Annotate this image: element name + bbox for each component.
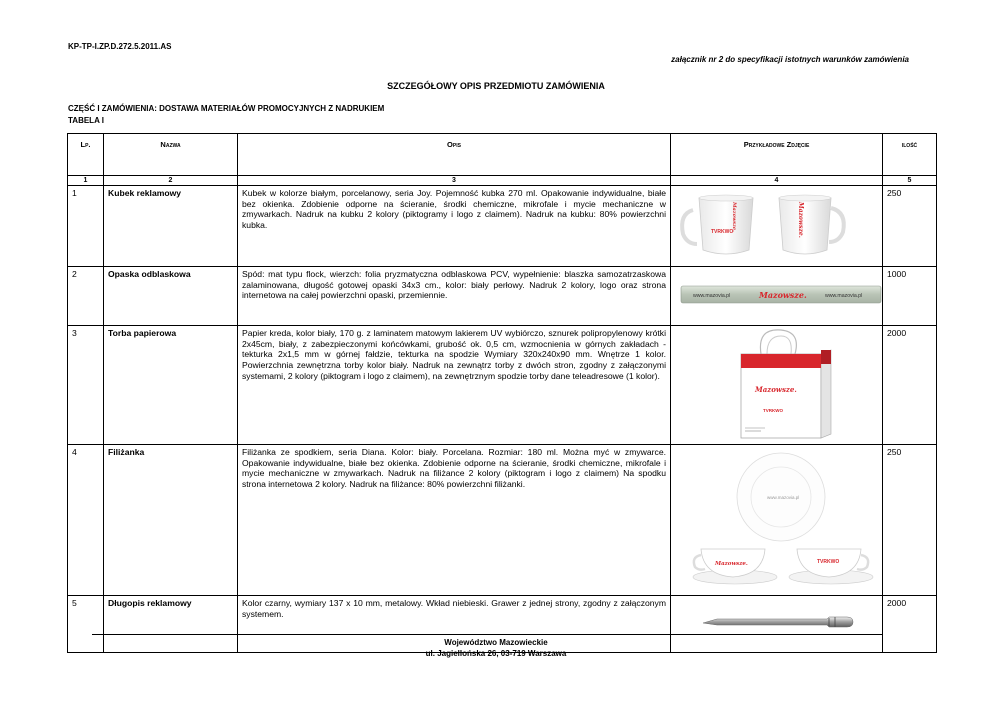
row-qty: 2000 — [883, 596, 937, 653]
svg-text:TVRKWO: TVRKWO — [711, 229, 734, 235]
row-name: Opaska odblaskowa — [104, 267, 238, 326]
row-name: Długopis reklamowy — [104, 596, 238, 653]
cup-saucer-photo — [671, 445, 883, 596]
mug-photo — [671, 186, 883, 267]
row-qty: 250 — [883, 445, 937, 596]
row-name: Filiżanka — [104, 445, 238, 596]
col-header-name: Nazwa — [104, 134, 238, 176]
bag-logo: Mazowsze. — [755, 385, 797, 394]
table-label: TABELA I — [68, 116, 104, 125]
row-lp: 5 — [68, 596, 104, 653]
paper-bag-photo — [671, 326, 883, 445]
band-logo: Mazowsze. — [759, 290, 807, 300]
col-number: 3 — [238, 176, 671, 186]
row-lp: 3 — [68, 326, 104, 445]
row-description: Papier kreda, kolor biały, 170 g. z laminatem matowym lakierem UV wybiórczo, sznurek polipropylenowy krótki 2x45cm, biały, z zabezpieczonymi końcówkami, grubość ok. 0,5 cm, wzmocnienia w górnych zakładach - tekturka 2x1,5 mm w górnej fałdzie, tekturka na spodzie Wymiary 320x240x90 mm. Wnętrze 1 kolor. Powierzchnia zewnętrzna torby kolor biały. Nadruk na zewnątrz torby z dwóch stron, zgodny z załączonymi systemami, 2 kolory (piktogram i logo z claimem), na zewnętrznym spodzie torby dane teleadresowe (1 kolor). — [238, 326, 671, 445]
column-number-row — [68, 176, 937, 186]
band-website-right: www.mazovia.pl — [825, 293, 863, 299]
bag-illustration — [675, 328, 887, 440]
row-lp: 1 — [68, 186, 104, 267]
row-lp: 2 — [68, 267, 104, 326]
footer-address: ul. Jagiellońska 26, 03-719 Warszawa — [425, 649, 567, 658]
table-row — [68, 186, 937, 267]
svg-text:www.mazovia.pl: www.mazovia.pl — [767, 495, 800, 500]
col-header-lp: Lp. — [68, 134, 104, 176]
row-name: Kubek reklamowy — [104, 186, 238, 267]
col-header-description: Opis — [238, 134, 671, 176]
row-qty: 250 — [883, 186, 937, 267]
document-reference: KP-TP-I.ZP.D.272.5.2011.AS — [68, 42, 172, 51]
cup-logo: Mazowsze. — [715, 561, 748, 567]
band-illustration — [675, 269, 887, 321]
part-heading: CZĘŚĆ I ZAMÓWIENIA: DOSTAWA MATERIAŁÓW PROMOCYJNYCH Z NADRUKIEM — [68, 104, 385, 113]
reflective-band-photo — [671, 267, 883, 326]
row-qty: 1000 — [883, 267, 937, 326]
attachment-note: załącznik nr 2 do specyfikacji istotnych warunków zamówienia — [671, 55, 909, 64]
table-header-row — [68, 134, 937, 176]
row-description: Filiżanka ze spodkiem, seria Diana. Kolor: biały. Porcelana. Rozmiar: 180 ml. Można myć w zmywarce. Opakowanie indywidualne, białe bez okienka. Zdobienie odporne na ścieranie, środki chemiczne, mikrofale i mycie mechaniczne w zmywarkach. Nadruk na filiżance 2 kolory (piktogram i logo z claimem) Na spodku strona internetowa 2 kolory. Nadruk na filiżance: 80% powierzchni filiżanki. — [238, 445, 671, 596]
footer-divider — [92, 634, 882, 635]
col-header-photo: Przykładowe Zdjęcie — [671, 134, 883, 176]
mug-illustration — [675, 188, 887, 262]
cup-illustration — [675, 447, 887, 591]
row-lp: 4 — [68, 445, 104, 596]
band-website-left: www.mazovia.pl — [693, 293, 731, 299]
col-number: 4 — [671, 176, 883, 186]
row-qty: 2000 — [883, 326, 937, 445]
specification-table — [67, 133, 937, 653]
mug-logo-left: Mazowsze. — [731, 202, 737, 232]
svg-text:TVRKWO: TVRKWO — [817, 559, 840, 565]
col-number: 2 — [104, 176, 238, 186]
col-header-qty: ilość — [883, 134, 937, 176]
footer-organization: Województwo Mazowieckie — [444, 638, 548, 647]
row-description: Kolor czarny, wymiary 137 x 10 mm, metalowy. Wkład niebieski. Grawer z jednej strony, zgodny z załączonym systemem. — [238, 596, 671, 653]
row-description: Kubek w kolorze białym, porcelanowy, seria Joy. Pojemność kubka 270 ml. Opakowanie indywidualne, białe bez okienka. Zdobienie odporne na ścieranie, środki chemiczne, mikrofale i mycie mechaniczne w zmywarkach. Nadruk na kubku 2 kolory (piktogramy i logo z claimem). Nadruk na kubku: 80% powierzchni kubka. — [238, 186, 671, 267]
row-description: Spód: mat typu flock, wierzch: folia pryzmatyczna odblaskowa PCV, wypełnienie: blaszka samozatrzaskowa zalaminowana, długość gotowej opaski 34x3 cm., kolor: biały perłowy. Nadruk 2 kolory, logo oraz strona internetowa na całej powierzchni opaski, przemiennie. — [238, 267, 671, 326]
table-row — [68, 445, 937, 596]
page-title: SZCZEGÓŁOWY OPIS PRZEDMIOTU ZAMÓWIENIA — [387, 81, 605, 91]
col-number: 1 — [68, 176, 104, 186]
row-name: Torba papierowa — [104, 326, 238, 445]
table-row — [68, 326, 937, 445]
col-number: 5 — [883, 176, 937, 186]
mug-logo-right: Mazowsze. — [797, 202, 804, 238]
svg-text:TVRKWO: TVRKWO — [763, 408, 783, 413]
table-row — [68, 267, 937, 326]
